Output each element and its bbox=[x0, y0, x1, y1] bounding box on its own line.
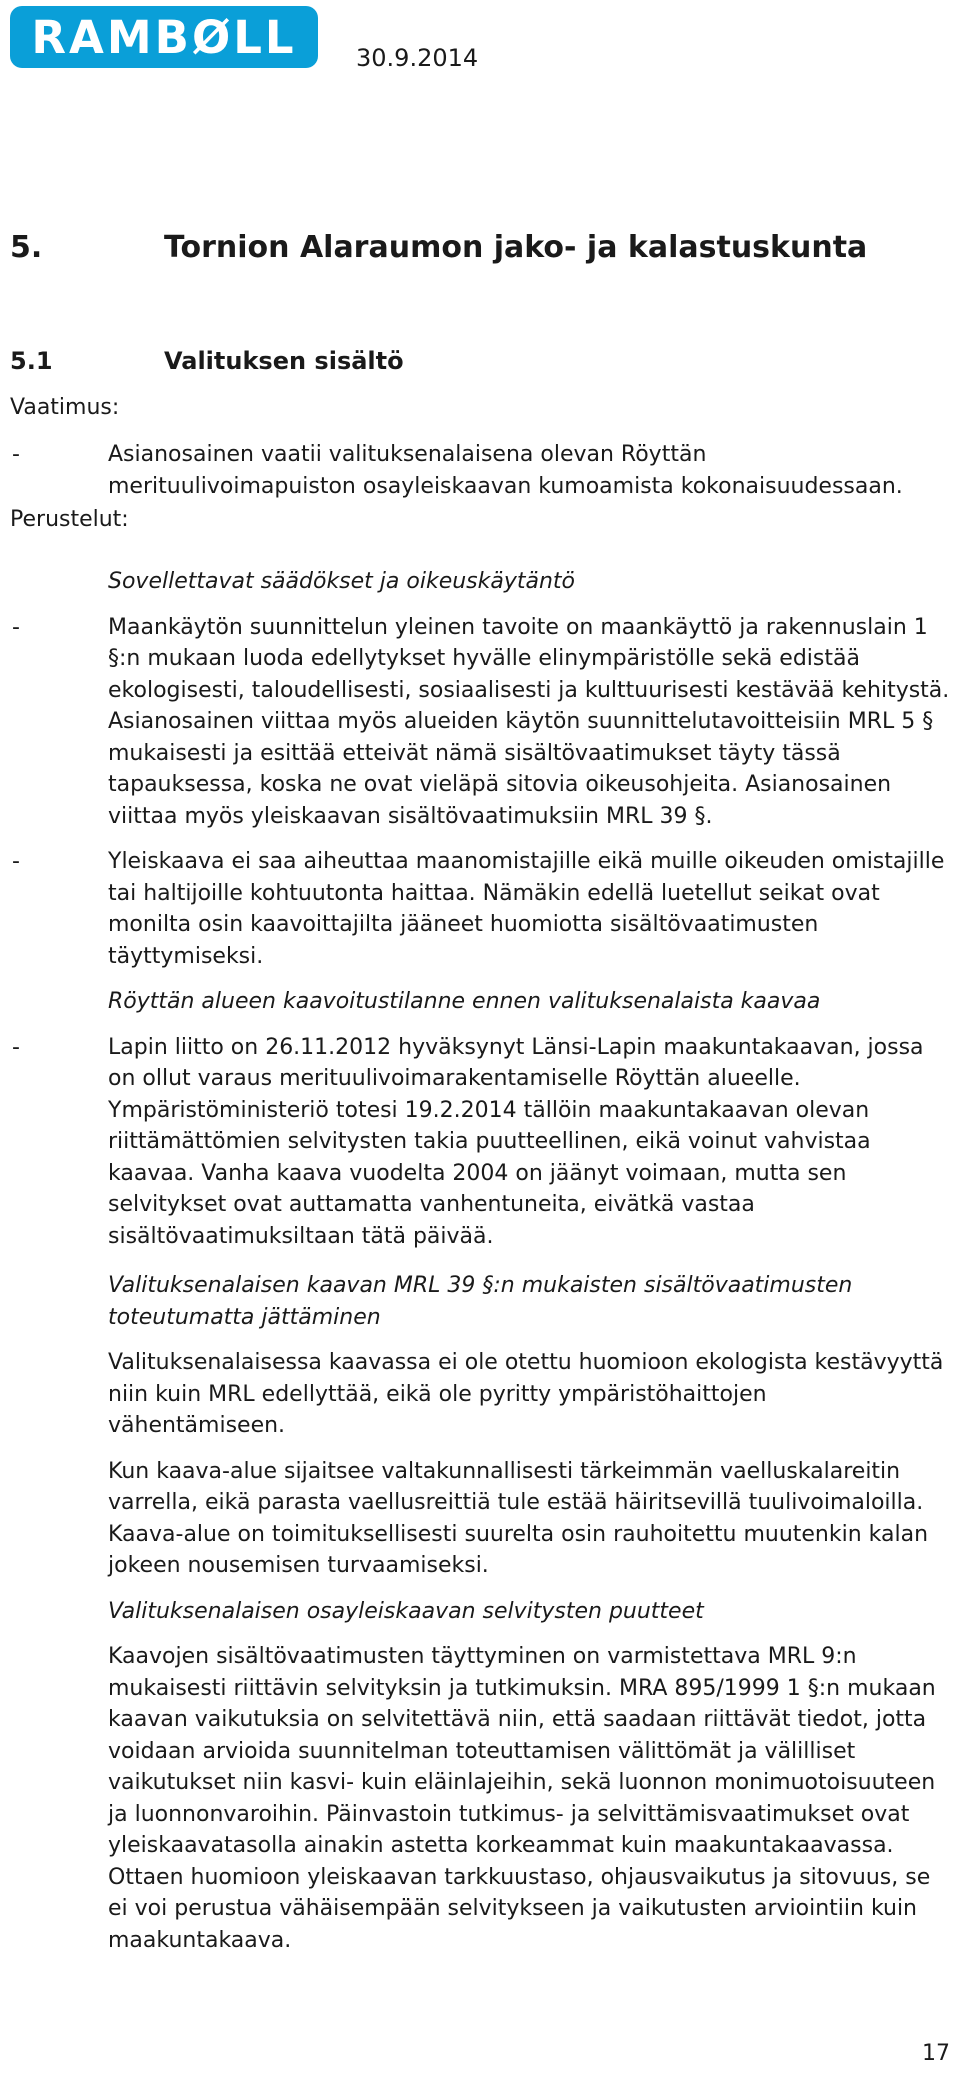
section-heading bbox=[10, 228, 867, 268]
subheading-applicable-law: Sovellettavat säädökset ja oikeuskäytäntö bbox=[108, 569, 576, 594]
list-item bbox=[10, 439, 950, 502]
list-item bbox=[10, 846, 950, 972]
list-item bbox=[10, 1032, 950, 1253]
list-item-text: Maankäytön suunnittelun yleinen tavoite on maankäyttö ja rakennuslain 1 §:n mukaan luoda edellytykset hyvälle elinympäristölle sekä edistää ekologisesti, taloudellisesti, sosiaalisesti ja kulttuurisesti kestävää kehitystä. Asianosainen viittaa myös alueiden käytön suunnittelutavoitteisiin MRL 5 § mukaisesti ja esittää etteivät nämä sisältövaatimukset täyty tässä tapauksessa, koska ne ovat vieläpä sitovia oikeusohjeita. Asianosainen viittaa myös yleiskaavan sisältövaatimuksiin MRL 39 §. bbox=[108, 614, 950, 829]
subsection-title: Valituksen sisältö bbox=[164, 347, 404, 375]
paragraph: Kaavojen sisältövaatimusten täyttyminen on varmistettava MRL 9:n mukaisesti riittävin selvityksin ja tutkimuksin. MRA 895/1999 1 §:n mukaan kaavan vaikutuksia on selvitettävä niin, että saadaan riittävät tiedot, jotta voidaan arvioida suunnitelman toteuttamisen välittömät ja välilliset vaikutukset niin kasvi- kuin eläinlajeihin, sekä luonnon monimuotoisuuteen ja luonnonvaroihin. Päinvastoin tutkimus- ja selvittämisvaatimukset ovat yleiskaavatasolla ainakin astetta korkeammat kuin maakuntakaavassa. Ottaen huomioon yleiskaavan tarkkuustaso, ohjausvaikutus ja sitovuus, se ei voi perustua vähäisempään selvitykseen ja vaikutusten arviointiin kuin maakuntakaava. bbox=[108, 1644, 936, 1953]
page-number: 17 bbox=[922, 2041, 950, 2066]
ramboll-logo bbox=[10, 6, 318, 68]
paragraph: Valituksenalaisessa kaavassa ei ole otettu huomioon ekologista kestävyyttä niin kuin MRL edellyttää, eikä ole pyritty ympäristöhaittojen vähentämiseen. bbox=[108, 1350, 944, 1438]
document-date: 30.9.2014 bbox=[356, 44, 479, 72]
section-title: Tornion Alaraumon jako- ja kalastuskunta bbox=[164, 230, 868, 265]
list-dash: - bbox=[12, 849, 20, 874]
paragraph: Kun kaava-alue sijaitsee valtakunnallisesti tärkeimmän vaelluskalareitin varrella, eikä parasta vaellusreittiä tule estää häiritsevillä tuulivoimaloilla. Kaava-alue on toimituksellisesti suurelta osin rauhoitettu muutenkin kalan jokeen nousemisen turvaamiseksi. bbox=[108, 1458, 929, 1578]
subsection-number: 5.1 bbox=[10, 347, 53, 375]
list-dash: - bbox=[12, 614, 20, 640]
logo-text: RAMBØLL bbox=[31, 10, 297, 64]
vaatimus-label: Vaatimus: bbox=[10, 395, 120, 420]
section-number: 5. bbox=[10, 230, 43, 265]
subheading-zoning-situation: Röyttän alueen kaavoitustilanne ennen valituksenalaista kaavaa bbox=[108, 989, 821, 1014]
subheading-survey-deficiencies: Valituksenalaisen osayleiskaavan selvitysten puutteet bbox=[108, 1598, 704, 1624]
perustelut-label: Perustelut: bbox=[10, 507, 129, 532]
subsection-heading bbox=[10, 344, 404, 378]
subheading-content-requirements: Valituksenalaisen kaavan MRL 39 §:n mukaisten sisältövaatimusten toteutumatta jättäminen bbox=[108, 1273, 853, 1330]
list-dash: - bbox=[12, 442, 20, 467]
list-item bbox=[10, 612, 950, 833]
list-item-text: Yleiskaava ei saa aiheuttaa maanomistajille eikä muille oikeuden omistajille tai haltijoille kohtuutonta haittaa. Nämäkin edellä luetellut seikat ovat monilta osin kaavoittajilta jääneet huomiotta sisältövaatimusten täyttymiseksi. bbox=[108, 849, 945, 969]
list-dash: - bbox=[12, 1034, 20, 1060]
document-body bbox=[10, 439, 950, 1956]
vaatimus-text: Asianosainen vaatii valituksenalaisena olevan Röyttän merituulivoimapuiston osayleiskaavan kumoamista kokonaisuudessaan. bbox=[108, 442, 903, 499]
list-item-text: Lapin liitto on 26.11.2012 hyväksynyt Länsi-Lapin maakuntakaavan, jossa on ollut varaus merituulivoimarakentamiselle Röyttän alueelle. Ympäristöministeriö totesi 19.2.2014 tällöin maakuntakaavan olevan riittämättömien selvitysten takia puutteellinen, eikä voinut vahvistaa kaavaa. Vanha kaava vuodelta 2004 on jäänyt voimaan, mutta sen selvitykset ovat auttamatta vanhentuneita, eivätkä vastaa sisältövaatimuksiltaan tätä päivää. bbox=[108, 1034, 924, 1249]
perustelut-row bbox=[10, 502, 950, 566]
